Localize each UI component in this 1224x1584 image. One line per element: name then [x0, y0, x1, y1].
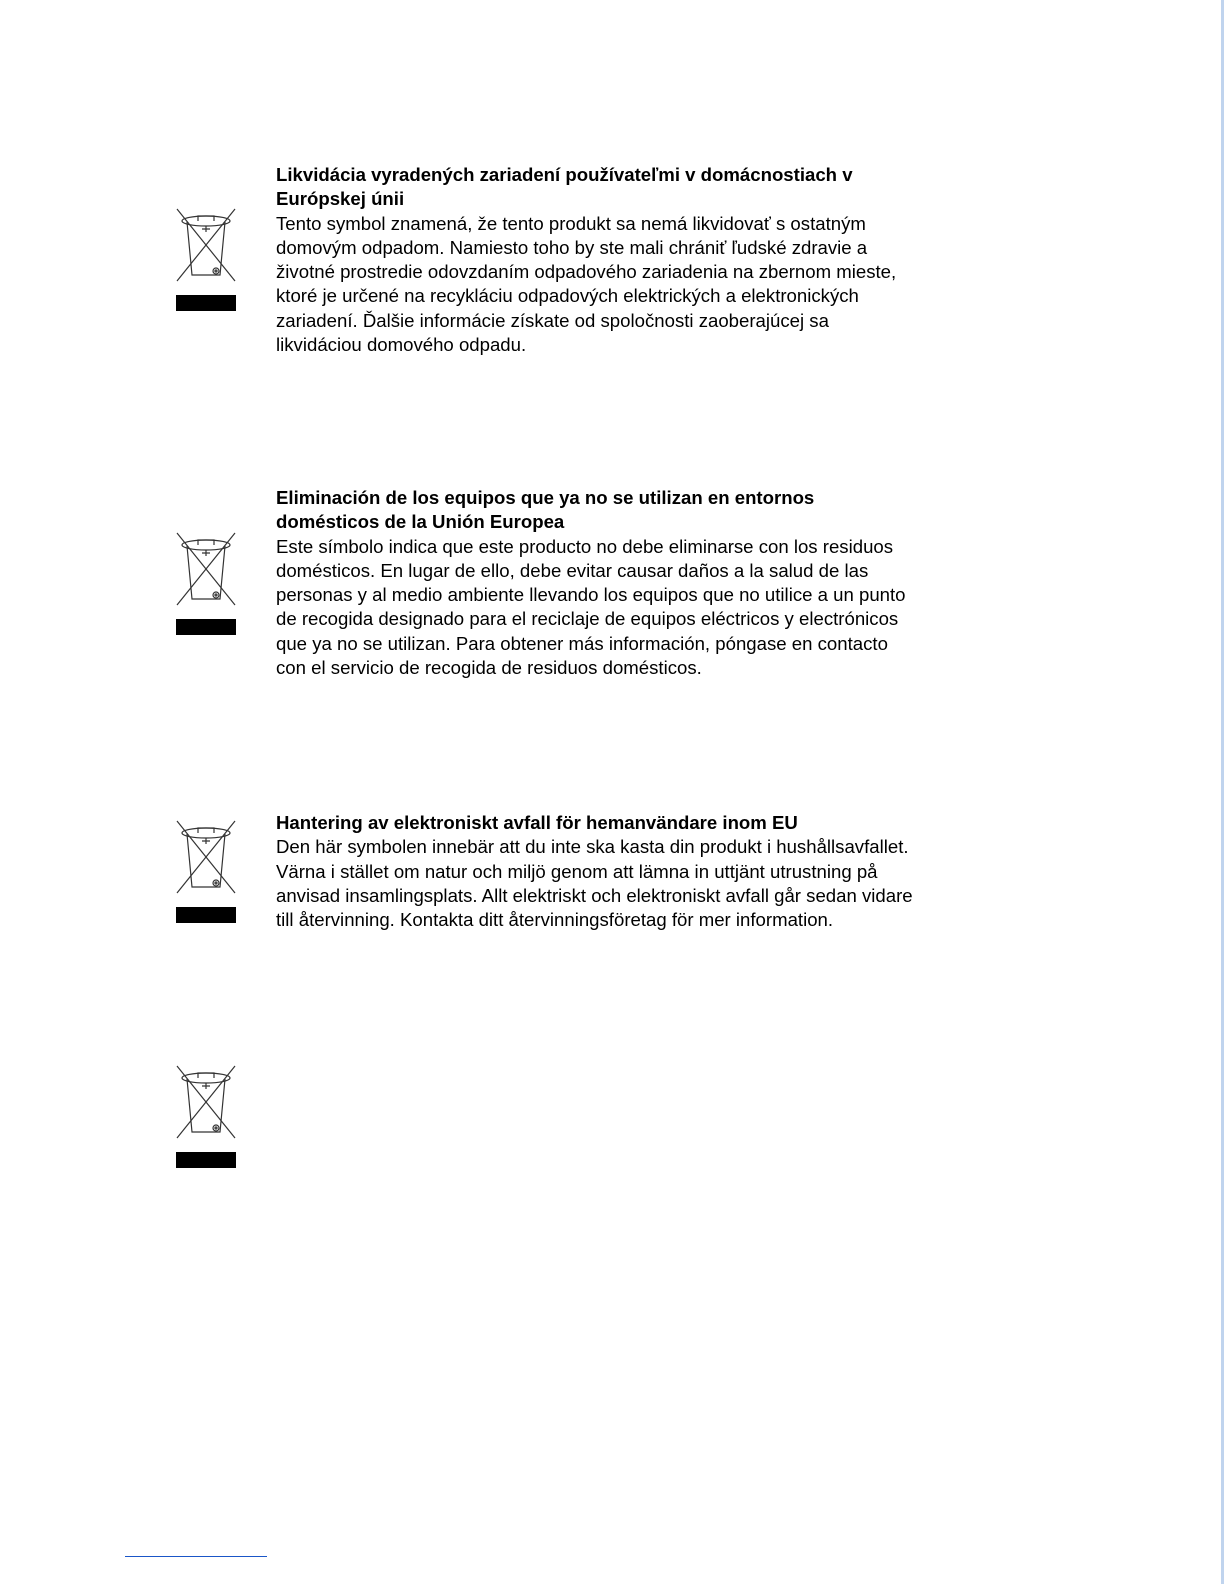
notice-body: Den här symbolen innebär att du inte ska kasta din produkt i hushållsavfallet. Värna i stället om natur och miljö genom att lämna in uttjänt utrustning på anvisad insamlingsplats. Allt elektriskt och elektroniskt avfall går sedan vidare till återvinning. Kontakta ditt återvinningsföretag för mer information.: [276, 836, 913, 931]
crossed-out-wheelie-bin-icon: [174, 529, 238, 637]
crossed-out-wheelie-bin-icon: [174, 1062, 238, 1170]
notice-body: Tento symbol znamená, že tento produkt sa nemá likvidovať s ostatným domovým odpadom. Namiesto toho by ste mali chrániť ľudské zdravie a životné prostredie odovzdaním odpadového zariadenia na zbernom mieste, ktoré je určené na recykláciu odpadových elektrických a elektronických zariadení. Ďalšie informácie získate od spoločnosti zaoberajúcej sa likvidáciou domového odpadu.: [276, 212, 897, 356]
notice-title: Eliminación de los equipos que ya no se utilizan en entornos domésticos de la Unión Europea: [276, 487, 815, 533]
notice-section-swedish: [276, 811, 956, 932]
notice-section-slovak: [276, 163, 956, 357]
notice-body: Este símbolo indica que este producto no debe eliminarse con los residuos domésticos. En lugar de ello, debe evitar causar daños a la salud de las personas y al medio ambiente llevando los equipos que no utilice a un punto de recogida designado para el reciclaje de equipos eléctricos y electrónicos que ya no se utilizan. Para obtener más información, póngase en contacto con el servicio de recogida de residuos domésticos.: [276, 535, 906, 679]
crossed-out-wheelie-bin-icon: [174, 205, 238, 313]
notice-title: Likvidácia vyradených zariadení používateľmi v domácnostiach v Európskej únii: [276, 164, 853, 210]
footnote-separator: [125, 1556, 267, 1557]
crossed-out-wheelie-bin-icon: [174, 817, 238, 925]
notice-section-spanish: [276, 486, 956, 680]
notice-title: Hantering av elektroniskt avfall för hemanvändare inom EU: [276, 812, 798, 833]
